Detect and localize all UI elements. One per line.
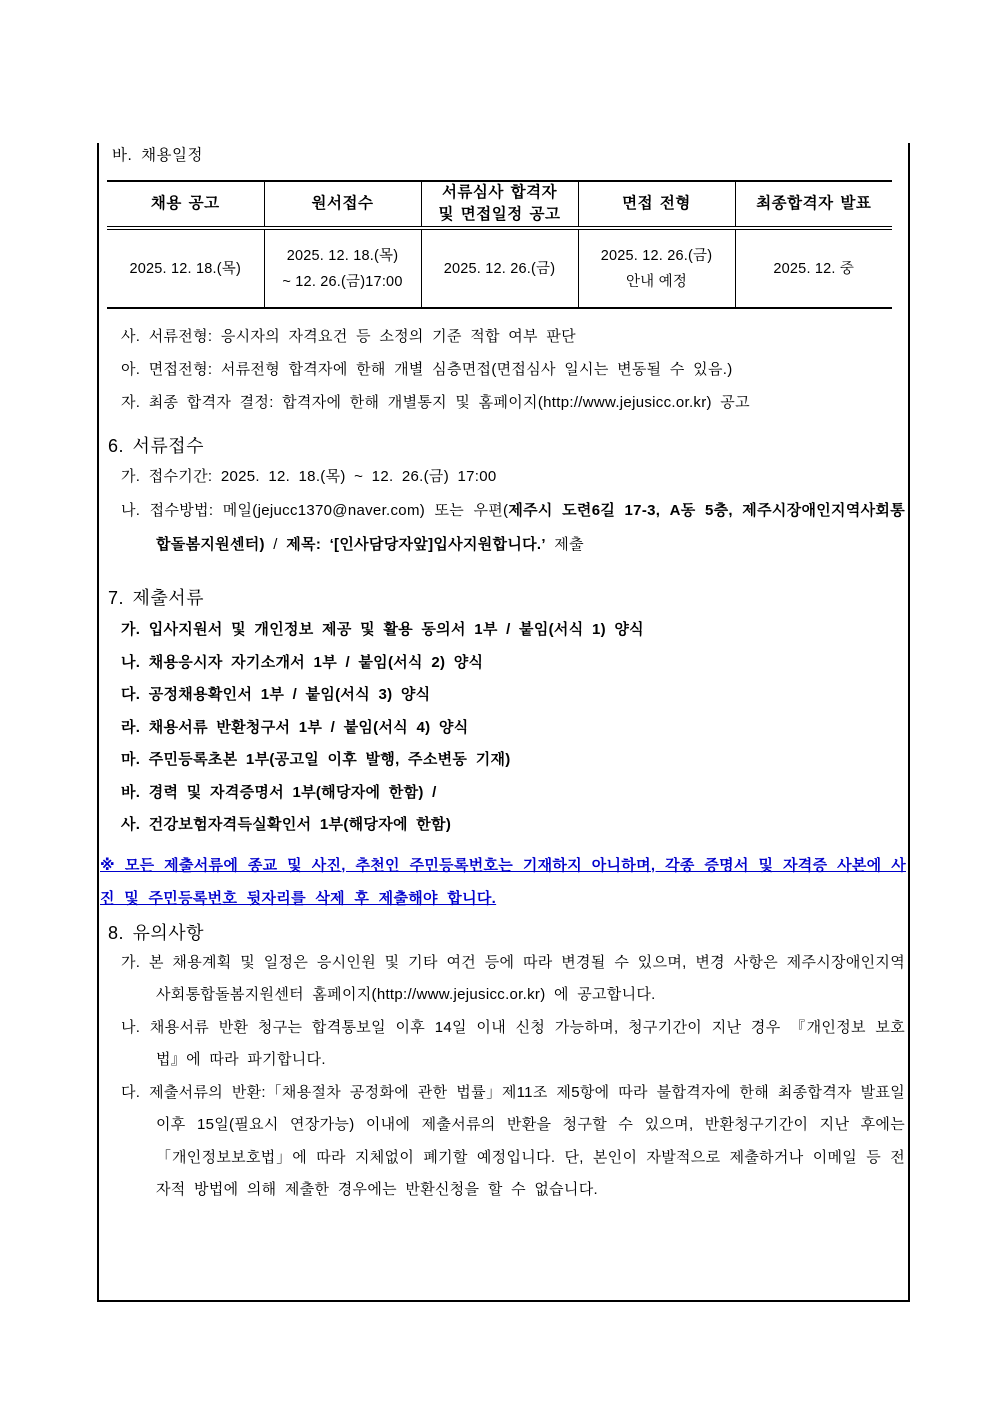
caution-schedule-change: 가. 본 채용계획 및 일정은 응시인원 및 기타 여건 등에 따라 변경될 수 있으며, 변경 사항은 제주시장애인지역사회통합돌봄지원센터 홈페이지(http://www.jejusicc.or.kr) 에 공고합니다. (121, 953, 905, 1003)
data-cell-announcement-date: 2025. 12. 18.(목) (107, 228, 264, 308)
data-cell-screening-result-date: 2025. 12. 26.(금) (421, 228, 578, 308)
section7-items (99, 614, 908, 842)
section8-title: 8. 유의사항 (108, 922, 205, 943)
section7-title: 7. 제출서류 (108, 588, 205, 608)
section8-items (99, 947, 908, 1207)
receipt-method-separator: / (264, 536, 287, 553)
schedule-table-body (107, 228, 892, 308)
header-cell-application: 원서접수 (264, 181, 421, 228)
note-final-decision: 자. 최종 합격자 결정: 합격자에 한해 개별통지 및 홈페이지(http://www.jejusicc.or.kr) 공고 (121, 394, 750, 411)
schedule-table (107, 180, 892, 309)
header-cell-interview: 면접 전형 (578, 181, 735, 228)
schedule-header-row (107, 181, 892, 228)
submission-doc-application: 가. 입사지원서 및 개인정보 제공 및 활용 동의서 1부 / 붙임(서식 1) 양식 (121, 621, 644, 638)
data-cell-interview-date: 2025. 12. 26.(금) 안내 예정 (578, 228, 735, 308)
privacy-notice: ※ 모든 제출서류에 종교 및 사진, 추천인 주민등록번호는 기재하지 아니하며, 각종 증명서 및 자격증 사본에 사진 및 주민등록번호 뒷자리를 삭제 후 제출해야 합니다. (100, 856, 906, 907)
data-cell-application-period: 2025. 12. 18.(목) ~ 12. 26.(금)17:00 (264, 228, 421, 308)
caution-document-return-law: 다. 제출서류의 반환:「채용절차 공정화에 관한 법률」제11조 제5항에 따라 불합격자에 한해 최종합격자 발표일 이후 15일(필요시 연장가능) 이내에 제출서류의 반환을 청구할 수 있으며, 반환청구기간이 지난 후에는 「개인정보보호법」에 따라 지체없이 폐기할 예정입니다. 단, 본인이 자발적으로 제출하거나 이메일 등 전자적 방법에 의해 제출한 경우에는 반환신청을 할 수 없습니다. (121, 1083, 905, 1198)
receipt-subject-bold: 제목: ‘[인사담당자앞]입사지원합니다.’ (286, 536, 546, 553)
header-cell-final-result: 최종합격자 발표 (735, 181, 892, 228)
submission-doc-career-certificates: 바. 경력 및 자격증명서 1부(해당자에 한함) / (121, 783, 437, 801)
submission-doc-fair-hiring: 다. 공정채용확인서 1부 / 붙임(서식 3) 양식 (121, 686, 431, 703)
receipt-method-prefix: 나. 접수방법: 메일(jejucc1370@naver.com) 또는 우편( (121, 502, 509, 519)
receipt-address-bold: 제주시 도련6길 17-3, A동 5층, 제주시장애인지역사회통합돌봄지원센터) (156, 502, 905, 553)
data-cell-final-result-date: 2025. 12. 중 (735, 228, 892, 308)
header-cell-announcement: 채용 공고 (107, 181, 264, 228)
submission-doc-health-insurance: 사. 건강보험자격득실확인서 1부(해당자에 한함) (121, 816, 452, 833)
screening-notes (99, 320, 908, 419)
note-document-screening: 사. 서류전형: 응시자의 자격요건 등 소정의 기준 적합 여부 판단 (121, 328, 576, 345)
schedule-data-row (107, 228, 892, 308)
receipt-period-item: 가. 접수기간: 2025. 12. 18.(목) ~ 12. 26.(금) 17:00 (121, 468, 497, 485)
caution-return-period: 나. 채용서류 반환 청구는 합격통보일 이후 14일 이내 신청 가능하며, 청구기간이 지난 경우 『개인정보 보호법』에 따라 파기합니다. (121, 1018, 905, 1068)
submission-doc-return-request: 라. 채용서류 반환청구서 1부 / 붙임(서식 4) 양식 (121, 718, 469, 736)
header-cell-screening-result: 서류심사 합격자 및 면접일정 공고 (421, 181, 578, 228)
receipt-method-item (121, 494, 905, 562)
submission-doc-self-intro: 나. 채용응시자 자기소개서 1부 / 붙임(서식 2) 양식 (121, 653, 484, 671)
section6-items (99, 460, 908, 562)
note-interview-screening: 아. 면접전형: 서류전형 합격자에 한해 개별 심층면접(면접심사 일시는 변동될 수 있음.) (121, 361, 733, 378)
schedule-table-head (107, 181, 892, 228)
receipt-method-suffix: 제출 (545, 536, 584, 553)
submission-doc-resident-record: 마. 주민등록초본 1부(공고일 이후 발행, 주소변동 기재) (121, 751, 511, 768)
section6-title: 6. 서류접수 (108, 436, 205, 456)
content-border-box (97, 143, 910, 1302)
schedule-label: 바. 채용일정 (112, 147, 203, 164)
